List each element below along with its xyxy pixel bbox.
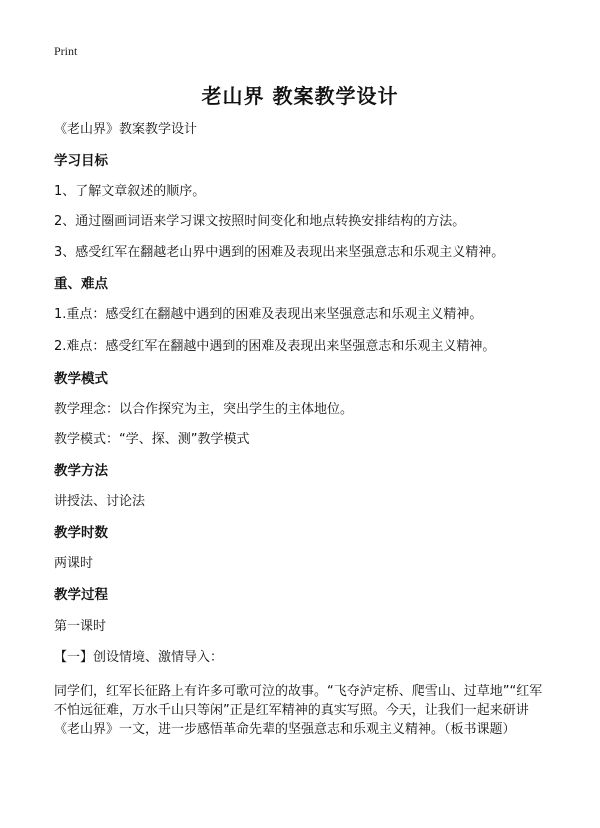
document-subtitle: 《老山界》教案教学设计 [54, 122, 198, 137]
lesson-label: 第一课时 [54, 619, 107, 634]
section-heading-teaching-mode: 教学模式 [54, 371, 108, 387]
print-link[interactable]: Print [54, 44, 78, 58]
step-heading: 【一】创设情境、激情导入： [54, 650, 224, 665]
teaching-mode: 教学模式：“学、探、测”教学模式 [54, 432, 250, 447]
intro-paragraph: 同学们，红军长征路上有许多可歌可泣的故事。“飞夺泸定桥、爬雪山、过草地”“红军不怕远征难，万水千山只等闲”正是红军精神的真实写照。今天，让我们一起来研讲《老山界》一文，进一步感悟革命先辈的坚强意志和乐观主义精神。（板书课题） [54, 684, 543, 737]
teaching-hours: 两课时 [54, 556, 94, 571]
goal-item-2: 2、通过圈画词语来学习课文按照时间变化和地点转换安排结构的方法。 [54, 214, 466, 229]
page-title: 老山界 教案教学设计 [201, 84, 399, 108]
teaching-philosophy: 教学理念：以合作探究为主，突出学生的主体地位。 [54, 402, 354, 417]
key-point-1: 1.重点：感受红在翻越中遇到的困难及表现出来坚强意志和乐观主义精神。 [54, 307, 483, 322]
section-heading-teaching-process: 教学过程 [54, 587, 108, 603]
goal-item-3: 3、感受红军在翻越老山界中遇到的困难及表现出来坚强意志和乐观主义精神。 [54, 245, 505, 260]
section-heading-teaching-methods: 教学方法 [54, 463, 108, 479]
section-heading-goals: 学习目标 [54, 153, 108, 169]
goal-item-1: 1、了解文章叙述的顺序。 [54, 184, 206, 199]
section-heading-key-points: 重、难点 [54, 276, 108, 292]
section-heading-teaching-hours: 教学时数 [54, 525, 108, 541]
key-point-2: 2.难点：感受红军在翻越中遇到的困难及表现出来坚强意志和乐观主义精神。 [54, 339, 496, 354]
teaching-methods: 讲授法、讨论法 [54, 494, 146, 509]
